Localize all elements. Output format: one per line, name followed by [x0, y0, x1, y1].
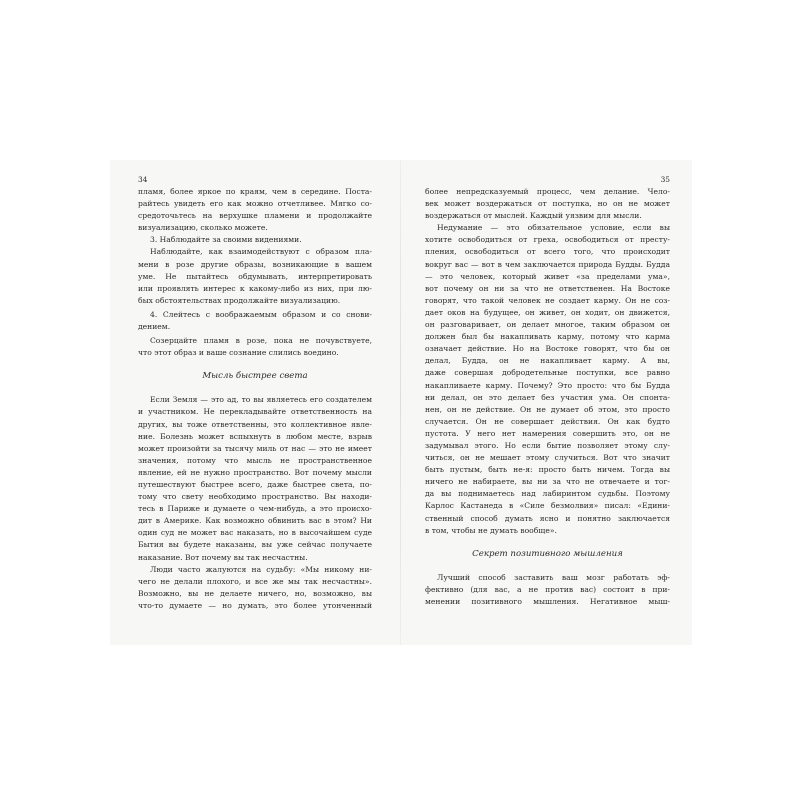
text-line: Возможно, вы не делаете ничего, но, возможно, вы — [138, 588, 372, 598]
paragraph — [138, 234, 372, 246]
text-line: явление, ей не нужно пространство. Вот почему мысли — [138, 467, 372, 477]
text-line: уме. Не пытайтесь обдумывать, интерпретировать — [138, 271, 372, 281]
text-line: мени в розе другие образы, возникающие в вашем — [138, 259, 372, 269]
text-line: тесь в Париже и думаете о чем-нибудь, а это происхо- — [138, 504, 372, 514]
text-line: он разговаривает, он делает многое, таким образом он — [425, 320, 670, 330]
text-line: вокруг вас — вот в чем заключается природа Будды. Будда — [425, 259, 670, 269]
text-line: означает действие. Но на Востоке говорят, что бы он — [425, 344, 670, 354]
text-line: тому что свету необходимо пространство. Вы находи- — [138, 492, 372, 502]
text-line: что этот образ и ваше сознание слились воедино. — [138, 348, 339, 358]
text-line: пламя, более яркое по краям, чем в середине. Поста- — [138, 187, 372, 196]
text-line: что-то думаете — но думать, это более утонченный — [138, 600, 372, 610]
text-line: Созерцайте пламя в розе, пока не почувствуете, — [150, 336, 372, 346]
text-line: значения, потому что мысль не пространственное — [138, 455, 372, 465]
text-line: менении позитивного мышления. Негативное мыш- — [425, 596, 670, 606]
paragraph — [138, 246, 372, 306]
text-line: быть пустым, быть не-я: просто быть ничем. Тогда вы — [425, 465, 670, 475]
text-line: хотите освободиться от греха, освободиться от престу- — [425, 235, 670, 245]
text-line: более непредсказуемый процесс, чем делание. Чело- — [425, 187, 670, 196]
text-line: фективно (для вас, а не против вас) состоит в при- — [425, 584, 670, 594]
text-line: накапливаете карму. Почему? Это просто: что бы Будда — [425, 380, 670, 390]
text-line: ни делал, он это делает без участия ума. Он спонта- — [425, 392, 670, 402]
text-line: пления, освободиться от всего того, что происходит — [425, 247, 670, 257]
text-line: случается. Он не совершает действия. Он как будто — [425, 416, 670, 426]
text-line: Лучший способ заставить ваш мозг работать эф- — [437, 572, 670, 582]
text-line: Наблюдайте, как взаимодействуют с образом пла- — [150, 247, 372, 257]
text-line: говорят, что такой человек не создает карму. Он не соз- — [425, 295, 670, 305]
text-line: нен, он не действие. Он не думает об этом, это просто — [425, 404, 670, 414]
text-line: и участником. Не перекладывайте ответственность на — [138, 407, 372, 417]
text-line: райтесь увидеть его как можно отчетливее. Мягко со- — [138, 199, 372, 209]
text-line: наказание. Вот почему вы так несчастны. — [138, 552, 308, 562]
left-page — [138, 174, 372, 612]
text-line: или проявлять интерес к какому-либо из них, при лю- — [138, 283, 372, 293]
text-line: бых обстоятельствах продолжайте визуализацию. — [138, 295, 341, 305]
text-line: дает оков на будущее, он живет, он ходит, он движется, — [425, 307, 670, 317]
text-line: ничего не набираете, вы ни за что не отвечаете и тог- — [425, 477, 670, 487]
text-line: должен был бы накапливать карму, потому что карма — [425, 332, 670, 342]
text-line: других, вы тоже ответственны, это коллективное явле- — [138, 419, 372, 429]
text-line: век может воздержаться от поступка, но он не может — [425, 199, 670, 209]
text-line: вот почему он ни за что не ответственен. На Востоке — [425, 283, 670, 293]
book-gutter — [400, 160, 401, 645]
paragraph — [138, 309, 372, 333]
text-line: пустота. У него нет намерения совершить это, он не — [425, 428, 670, 438]
text-line: чего не делали плохого, и все же мы так несчастны». — [138, 576, 372, 586]
text-line: да вы поднимаетесь над лабиринтом судьбы. Поэтому — [425, 489, 670, 499]
paragraph — [425, 572, 670, 608]
text-line: ственный способ думать ясно и понятно заключается — [425, 513, 670, 523]
text-line: Недумание — это обязательное условие, если вы — [437, 223, 670, 233]
text-line: даже совершая добродетельные поступки, все равно — [425, 368, 670, 378]
text-line: Если Земля — это ад, то вы являетесь его создателем — [150, 395, 372, 405]
text-line: 4. Слейтесь с воображаемым образом и со снови- — [150, 309, 372, 319]
text-line: воздержаться от мыслей. Каждый уязвим для мысли. — [425, 211, 642, 221]
text-line: один суд не может вас наказать, но в высочайшем суде — [138, 528, 372, 538]
text-line: Люди часто жалуются на судьбу: «Мы никому ни- — [150, 564, 372, 574]
paragraph — [138, 394, 372, 563]
section-heading: Секрет позитивного мышления — [472, 548, 623, 559]
text-line: — это человек, который живет «за пределами ума», — [425, 271, 670, 281]
paragraph — [425, 222, 670, 536]
text-line: читься, он не мешает этому случиться. Вот что значит — [425, 453, 670, 463]
page-number-right: 35 — [660, 175, 670, 184]
right-page — [425, 174, 670, 608]
text-line: Бытия вы будете наказаны, вы уже сейчас получаете — [138, 540, 372, 550]
text-line: средоточьтесь на верхушке пламени и продолжайте — [138, 211, 372, 221]
text-line: визуализацию, сколько можете. — [138, 223, 268, 233]
text-line: дит в Америке. Как возможно обвинить вас в этом? Ни — [138, 516, 372, 526]
text-line: Карлос Кастанеда в «Силе безмолвия» писал: «Едини- — [425, 501, 670, 511]
text-line: может произойти за тысячу миль от нас — это не имеет — [138, 443, 372, 453]
text-line: дением. — [138, 322, 171, 332]
text-line: путешествуют быстрее всего, даже быстрее света, по- — [138, 479, 372, 489]
text-line: делал, Будда, он не накапливает карму. А вы, — [425, 356, 670, 366]
section-heading: Мысль быстрее света — [202, 371, 308, 382]
text-line: 3. Наблюдайте за своими видениями. — [150, 235, 302, 245]
paragraph — [138, 335, 372, 359]
text-line: задумывал этого. Но если бытие позволяет этому слу- — [425, 440, 670, 450]
paragraph — [425, 186, 670, 222]
paragraph — [138, 186, 372, 234]
text-line: в том, чтобы не думать вообще». — [425, 525, 557, 535]
paragraph — [138, 564, 372, 612]
page-number-left: 34 — [138, 175, 148, 184]
text-line: ние. Болезнь может вспыхнуть в любом месте, взрыв — [138, 431, 372, 441]
